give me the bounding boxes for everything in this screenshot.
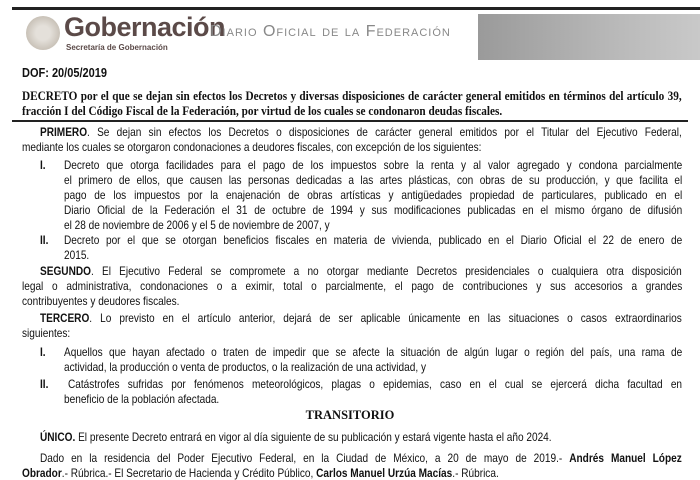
item-line: beneficio de la población afectada. <box>64 392 220 406</box>
item-line: Catástrofes sufridas por fenómenos meteorológicos, plagas o epidemias, caso en el cual se ejercerá dicha facultad en <box>68 377 683 391</box>
tercero-paragraph: TERCERO. Lo previsto en el artículo anterior, dejará de ser aplicable únicamente en las situaciones o casos extraordinarios <box>40 311 682 325</box>
title-line: DECRETO por el que se dejan sin efectos los Decretos y diversas disposiciones de carácter general emitidos en términos del artículo 39, <box>22 89 682 103</box>
primero-paragraph: PRIMERO. Se dejan sin efectos los Decretos o disposiciones de carácter general emitidos por el Titular del Ejecutivo Federal, <box>40 125 682 139</box>
item-number: II. <box>40 377 49 391</box>
item-line: actividad, la producción o venta de productos, o la realización de una actividad, y <box>64 360 426 374</box>
title-line: fracción I del Código Fiscal de la Federación, por virtud de los cuales se condonaron deudas fiscales. <box>22 104 503 118</box>
publication-name: Diario Oficial de la Federación <box>210 23 451 40</box>
top-rule <box>12 7 700 10</box>
item-number: II. <box>40 233 49 247</box>
item-line: Decreto por el que se otorgan beneficios fiscales en materia de vivienda, publicado en el Diario Oficial el 22 de enero de <box>64 233 683 247</box>
signature-line: Obrador.- Rúbrica.- El Secretario de Hacienda y Crédito Público, Carlos Manuel Urzúa Macías.- Rúbrica. <box>22 466 499 480</box>
item-line: 2015. <box>64 248 90 262</box>
transitorio-heading: TRANSITORIO <box>305 408 395 422</box>
logo-subtitle: Secretaría de Gobernación <box>66 43 168 52</box>
unico-paragraph: ÚNICO. El presente Decreto entrará en vigor al día siguiente de su publicación y estará vigente hasta el año 2024. <box>40 430 552 444</box>
segundo-paragraph: SEGUNDO. El Ejecutivo Federal se compromete a no otorgar mediante Decretos presidenciales o cualquiera otra disposición <box>40 264 682 278</box>
logo-title: Gobernación <box>64 12 226 42</box>
item-number: I. <box>40 158 46 172</box>
item-line: Aquellos que hayan afectado o traten de impedir que se afecte la situación de algún lugar o región del país, una rama de <box>64 345 683 359</box>
signature-paragraph: Dado en la residencia del Poder Ejecutivo Federal, en la Ciudad de México, a 20 de mayo de 2019.- Andrés Manuel López <box>40 451 682 465</box>
item-line: el 28 de noviembre de 2006 y el 5 de noviembre de 2007, y <box>64 218 330 232</box>
item-line: pago de los impuestos por la enajenación de obras artísticas y antigüedades propiedad de particulares, publicado en el <box>64 188 683 202</box>
title-rule <box>12 120 688 122</box>
tercero-line: siguientes: <box>22 326 71 340</box>
coat-of-arms-logo <box>26 16 60 50</box>
segundo-line: legal o administrativa, condonaciones o a eximir, total o parcialmente, el pago de contribuciones y sus accesorios a grandes <box>22 279 683 293</box>
segundo-line: contribuyentes y deudores fiscales. <box>22 294 180 308</box>
primero-line: mediante los cuales se otorgaron condonaciones a deudores fiscales, con excepción de los siguientes: <box>22 140 482 154</box>
header-banner <box>478 14 700 60</box>
dof-date: DOF: 20/05/2019 <box>22 66 108 80</box>
item-number: I. <box>40 345 46 359</box>
item-line: Diario Oficial de la Federación el 31 de octubre de 1994 y sus modificaciones publicadas en el mismo órgano de difusión <box>64 203 683 217</box>
item-line: Decreto que otorga facilidades para el pago de los impuestos sobre la renta y al valor agregado y condona parcialmente <box>64 158 683 172</box>
item-line: el primero de ellos, que causen las personas dedicadas a las artes plásticas, con obras de su producción, y que facilita el <box>64 173 683 187</box>
